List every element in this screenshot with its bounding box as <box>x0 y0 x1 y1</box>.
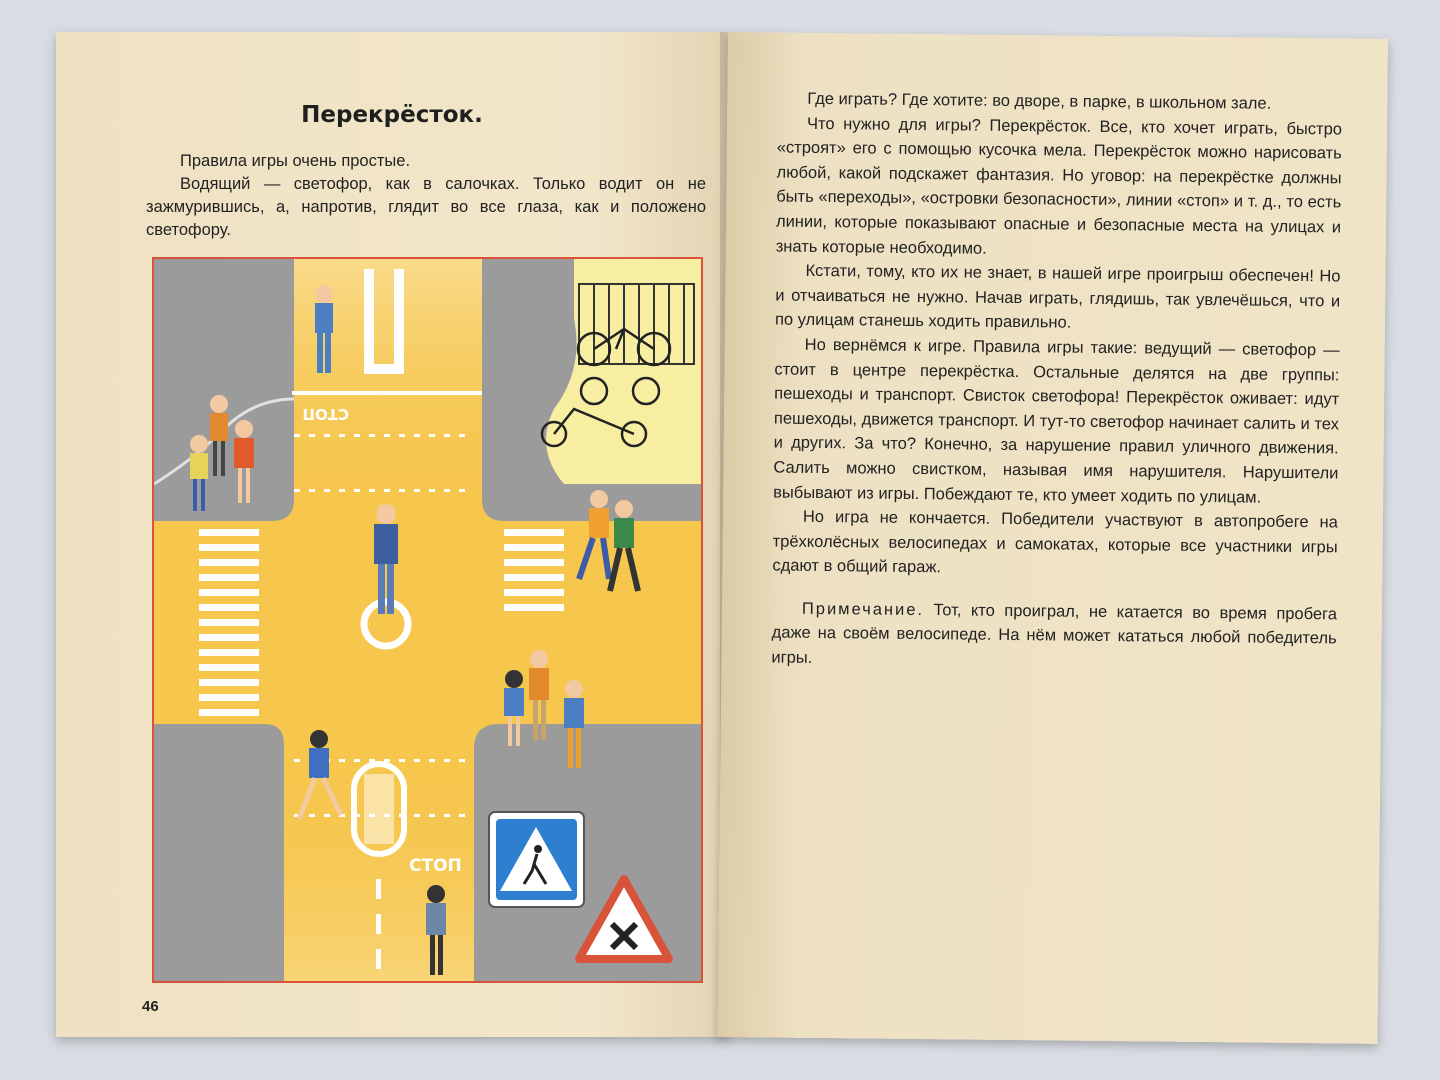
left-page <box>56 32 728 1037</box>
road-marking-stop: СТОП <box>302 405 349 423</box>
note-paragraph <box>771 596 1337 676</box>
paragraph: Где играть? Где хотите: во дворе, в парке, в школьном зале. <box>807 89 1272 113</box>
paragraph: Но игра не кончается. Победители участвуют в автопробеге на трёхколёсных велосипедах и самокатах, которые все участники игры сдают в общий гараж. <box>772 507 1338 577</box>
note-text: Тот, кто проиграл, не катается во время пробега даже на своём велосипеде. На нём может кататься любой победитель игры. <box>771 600 1338 667</box>
body-text <box>771 87 1342 677</box>
road-marking-stop: СТОП <box>409 856 462 876</box>
note-label: Примечание. <box>801 599 925 619</box>
page-number: 46 <box>142 998 159 1015</box>
paragraph: Но вернёмся к игре. Правила игры такие: ведущий — светофор — стоит в центре перекрёстка. Остальные делятся на две группы: пешеходы и транспорт. Свисток светофора! Перекрёсток оживает: идут пешеходы, движется транспорт. И тут-то светофор начинает салить и тех и других. За что? Конечно, за нарушение правил уличного движения. Салить можно свистком, называя имя нарушителя. Нарушители выбывают из игры. Побеждают те, кто умеет ходить по улицам. <box>773 335 1340 507</box>
paragraph: Правила игры очень простые. <box>180 152 411 170</box>
page-title: Перекрёсток. <box>301 102 483 128</box>
intro-text <box>146 150 706 242</box>
open-book <box>40 32 1410 1052</box>
paragraph: Кстати, тому, кто их не знает, в нашей игре проигрыш обеспечен! Но и отчаиваться не нужно. Начав играть, глядишь, так увлечёшься, что и по улицам станешь ходить правильно. <box>774 261 1341 332</box>
paragraph: Что нужно для игры? Перекрёсток. Все, кто хочет играть, быстро «строят» его с помощью кусочка мела. Перекрёсток можно нарисовать любой, какой подскажет фантазия. Но уговор: на перекрёстке должны быть «переходы», «островки безопасности», линии «стоп» и т. д., то есть линии, которые показывают опасные и безопасные места на улицах и знать которые необходимо. <box>775 114 1343 258</box>
crossroads-illustration <box>152 257 703 983</box>
sidewalk-top-left <box>154 259 294 521</box>
paragraph: Водящий — светофор, как в салочках. Только водит он не зажмурившись, а, напротив, глядит во все глаза, как и положено светофору. <box>146 175 706 239</box>
pedestrian-crossing-sign <box>489 812 584 907</box>
sidewalk-bottom-left <box>154 724 284 981</box>
right-page <box>717 32 1387 1044</box>
